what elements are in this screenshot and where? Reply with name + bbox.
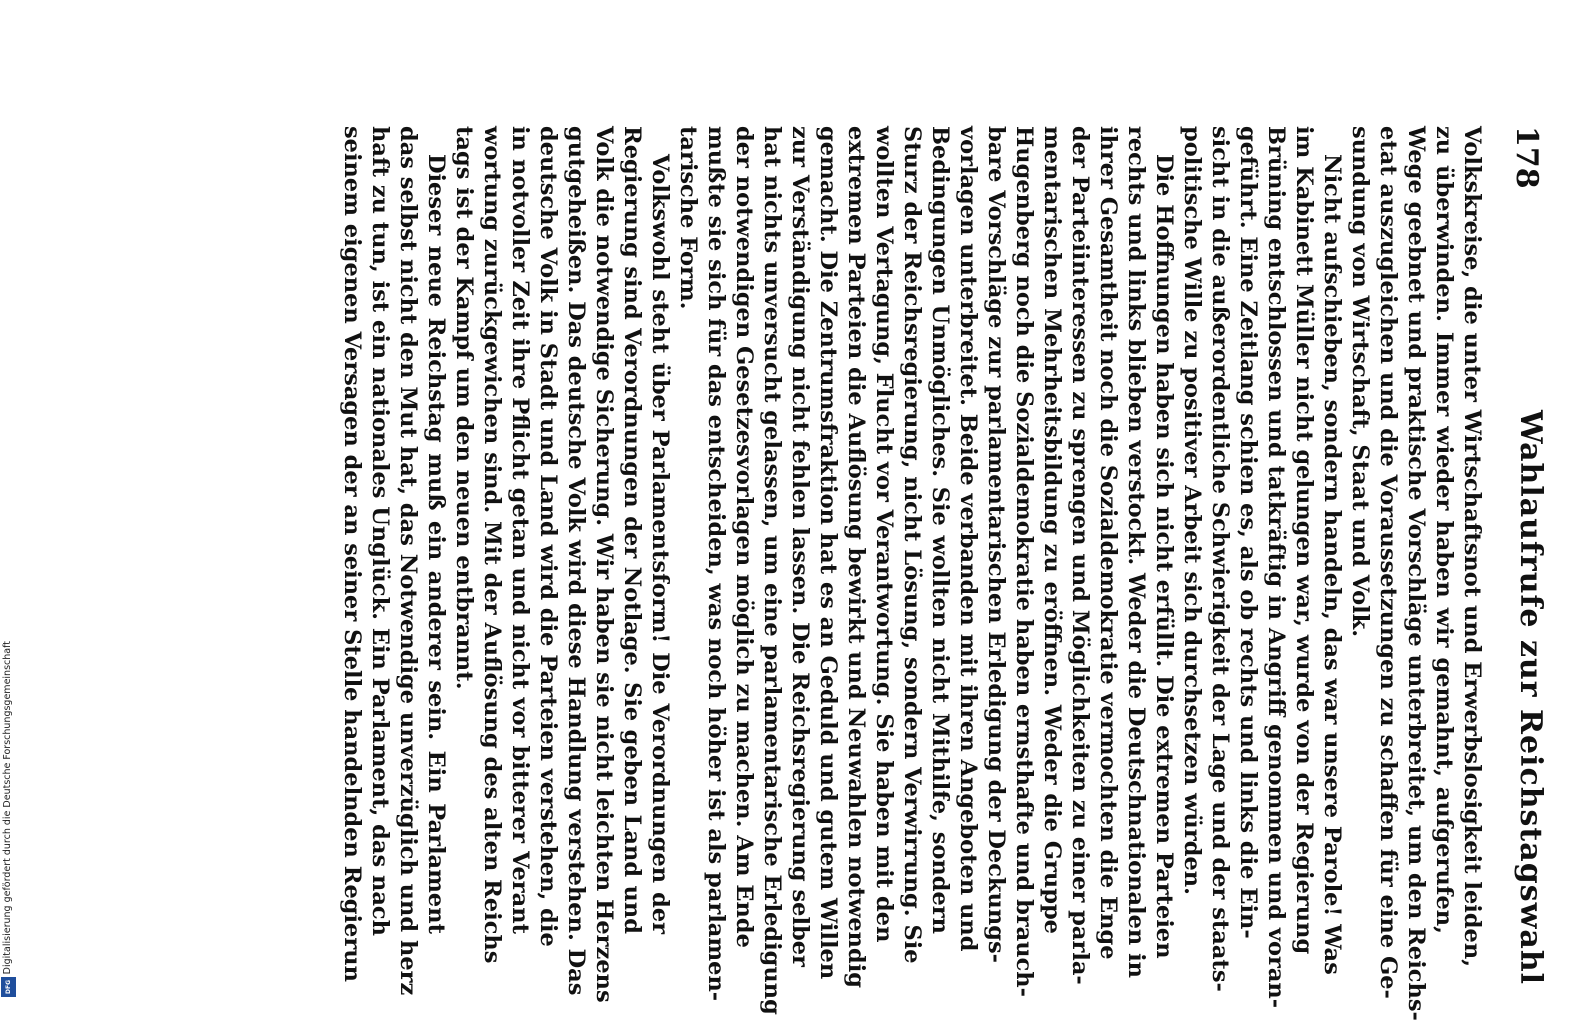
text-line: das selbst nicht den Mut hat, das Notwendige unverzüglich und herz	[395, 126, 421, 996]
text-line: mußte sie sich für das entscheiden, was noch höher ist als parlamen-	[703, 126, 729, 1002]
running-head: Wahlaufrufe zur Reichstagswahl	[1513, 410, 1548, 986]
text-line: bare Vorschläge zur parlamentarischen Erledigung der Deckungs-	[983, 126, 1009, 963]
text-line: extremen Parteien die Auflösung bewirkt und Neuwahlen notwendig	[843, 126, 869, 989]
text-line: geführt. Eine Zeitlang schien es, als ob rechts und links die Ein-	[1235, 126, 1261, 939]
text-line: etat auszugleichen und die Voraussetzungen zu schaffen für eine Ge-	[1375, 126, 1401, 999]
dfg-logo: DFG	[1, 977, 16, 997]
text-line: Brüning entschlossen und tatkräftig in Angriff genommen und voran-	[1263, 126, 1289, 1009]
text-line: Nicht aufschieben, sondern handeln, das war unsere Parole! Was	[1319, 154, 1345, 975]
text-line: tags ist der Kampf um den neuen entbrannt.	[451, 126, 477, 690]
text-line: wollten Vertagung, Flucht vor Verantwortung. Sie haben mit den	[871, 126, 897, 943]
text-line: zu überwinden. Immer wieder haben wir gemahnt, aufgerufen,	[1431, 126, 1457, 934]
page-number: 178	[1509, 126, 1544, 189]
text-line: Sturz der Reichsregierung, nicht Lösung, sondern Verwirrung. Sie	[899, 126, 925, 964]
text-line: der Parteiinteressen zu sprengen und Möglichkeiten zu einer parla-	[1067, 126, 1093, 985]
text-line: rechts und links blieben verstockt. Weder die Deutschnationalen in	[1123, 126, 1149, 978]
text-line: sundung von Wirtschaft, Staat und Volk.	[1347, 126, 1373, 638]
text-line: hat nichts unversucht gelassen, um eine parlamentarische Erledigung	[759, 126, 785, 1015]
text-line: vorlagen unterbreitet. Beide verbanden mit ihren Angeboten und	[955, 126, 981, 952]
text-line: ihrer Gesamtheit noch die Sozialdemokratie vermochten die Enge	[1095, 126, 1121, 960]
text-line: politische Wille zu positiver Arbeit sich durchsetzen würden.	[1179, 126, 1205, 895]
body-text	[338, 126, 1486, 1021]
text-line: sicht in die außerordentliche Schwierigkeit der Lage und der staats-	[1207, 126, 1233, 992]
text-line: Volkswohl steht über Parlamentsform! Die Verordnungen der	[647, 154, 673, 934]
text-line: zur Verständigung nicht fehlen lassen. Die Reichsregierung selber	[787, 126, 813, 967]
text-line: wortung zurückgewichen sind. Mit der Auflösung des alten Reichs	[479, 126, 505, 964]
text-line: deutsche Volk in Stadt und Land wird die Parteien verstehen, die	[535, 126, 561, 947]
credit-text: Digitalisierung gefördert durch die Deutsche Forschungsgemeinschaft	[2, 640, 13, 974]
text-line: Volkskreise, die unter Wirtschaftsnot und Erwerbslosigkeit leiden,	[1459, 126, 1485, 968]
text-line: Regierung sind Verordnungen der Notlage. Sie geben Land und	[619, 126, 645, 934]
text-line: der notwendigen Gesetzesvorlagen möglich zu machen. Am Ende	[731, 126, 757, 948]
text-line: gutgeheißen. Das deutsche Volk wird diese Handlung verstehen. Das	[563, 126, 589, 996]
text-line: Dieser neue Reichstag muß ein anderer sein. Ein Parlament	[423, 154, 449, 934]
text-line: mentarischen Mehrheitsbildung zu eröffnen. Weder die Gruppe	[1039, 126, 1065, 934]
text-line: gemacht. Die Zentrumsfraktion hat es an Geduld und gutem Willen	[815, 126, 841, 980]
text-line: Volk die notwendige Sicherung. Wir haben sie nicht leichten Herzens	[591, 126, 617, 1003]
text-line: Hugenberg noch die Sozialdemokratie haben ernsthafte und brauch-	[1011, 126, 1037, 997]
text-line: haft zu tun, ist ein nationales Unglück. Ein Parlament, das nach	[367, 126, 393, 936]
text-line: seinem eigenen Versagen der an seiner Stelle handelnden Regierun	[339, 126, 365, 982]
text-line: Bedingungen Unmögliches. Sie wollten nicht Mithilfe, sondern	[927, 126, 953, 934]
digitization-credit	[0, 580, 18, 1000]
text-line: tarische Form.	[675, 126, 701, 310]
text-line: Wege geebnet und praktische Vorschläge unterbreitet, um den Reichs-	[1403, 126, 1429, 1021]
text-line: Die Hoffnungen haben sich nicht erfüllt. Die extremen Parteien	[1151, 154, 1177, 959]
text-line: in notvoller Zeit ihre Pflicht getan und nicht vor bitterer Verant	[507, 126, 533, 934]
text-line: im Kabinett Müller nicht gelungen war, wurde von der Regierung	[1291, 126, 1317, 955]
